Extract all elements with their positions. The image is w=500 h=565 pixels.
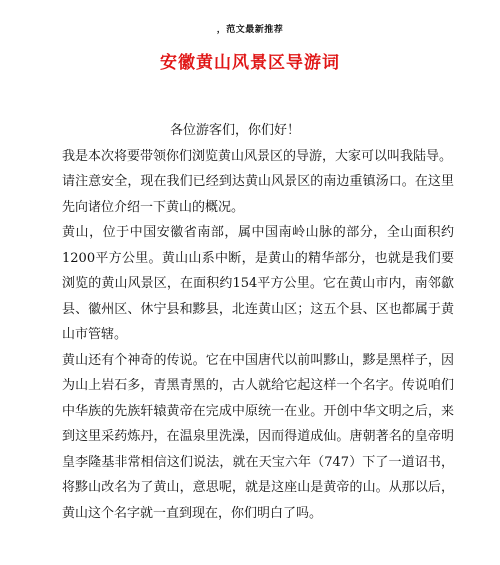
- document-body: [62, 118, 454, 526]
- paragraph-intro: 我是本次将要带领你们浏览黄山风景区的导游，大家可以叫我陆导。: [62, 148, 453, 164]
- paragraph-legend: 黄山还有个神奇的传说。它在中国唐代以前叫黟山，黟是黑样子，因为山上岩石多，青黑青黑的，古人就给它起这样一个名字。传说咱们中华族的先族轩辕黄帝在完成中原统一在业。开创中华文明之后，来到这里采药炼丹，在温泉里洗澡，因而得道成仙。唐朝著名的皇帝明皇李隆基非常相信这们说法，就在天宝六年（747）下了一道诏书，将黟山改名为了黄山，意思呢，就是这座山是黄帝的山。从那以后，黄山这个名字就一直到现在，你们明白了吗。: [62, 352, 454, 521]
- document-title: 安徽黄山风景区导游词: [160, 53, 340, 73]
- greeting-line: 各位游客们，你们好！: [170, 123, 301, 138]
- paragraph-safety: 请注意安全，现在我们已经到达黄山风景区的南边重镇汤口。在这里先向诸位介绍一下黄山的概况。: [62, 174, 454, 215]
- header-note: ，范文最新推荐: [216, 25, 284, 35]
- paragraph-overview: 黄山，位于中国安徽省南部，属中国南岭山脉的部分，全山面积约1200平方公里。黄山山系中断，是黄山的精华部分，也就是我们要浏览的黄山风景区，在面积约154平方公里。它在黄山市内，南邻歙县、徽州区、休宁县和黟县，北连黄山区；这五个县、区也都属于黄山市管辖。: [62, 225, 454, 342]
